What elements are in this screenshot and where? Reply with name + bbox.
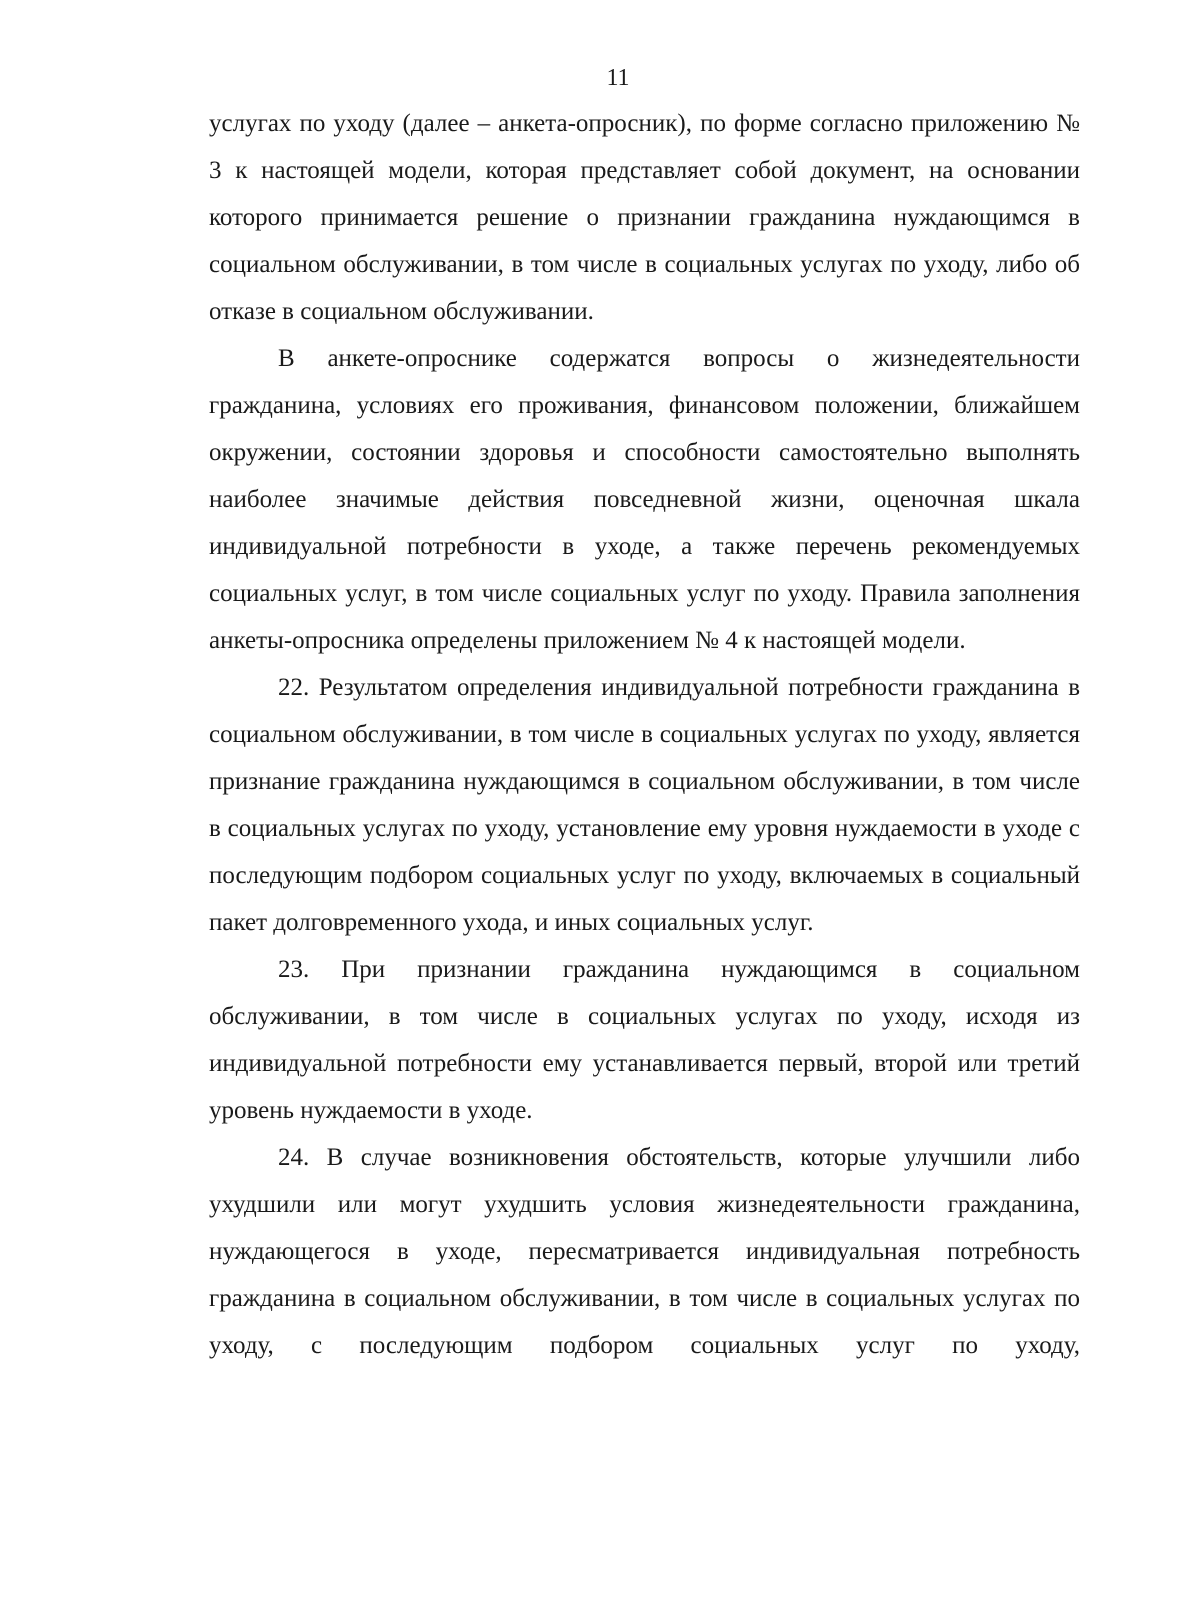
paragraph-24: 24. В случае возникновения обстоятельств, которые улучшили либо ухудшили или могут ухудшить условия жизнедеятельности гражданина, нуждающегося в уходе, пересматривается индивидуальная потребность гражданина в социальном обслуживании, в том числе в социальных услугах по уходу, с последующим подбором социальных услуг по уходу,	[209, 1144, 1080, 1359]
paragraph-questionnaire-content: В анкете-опроснике содержатся вопросы о жизнедеятельности гражданина, условиях его проживания, финансовом положении, ближайшем окружении, состоянии здоровья и способности самостоятельно выполнять наиболее значимые действия повседневной жизни, оценочная шкала индивидуальной потребности в уходе, а также перечень рекомендуемых социальных услуг, в том числе социальных услуг по уходу. Правила заполнения анкеты-опросника определены приложением № 4 к настоящей модели.	[209, 345, 1080, 654]
paragraph-23: 23. При признании гражданина нуждающимся в социальном обслуживании, в том числе в социальных услугах по уходу, исходя из индивидуальной потребности ему устанавливается первый, второй или третий уровень нуждаемости в уходе.	[209, 956, 1080, 1124]
paragraph-continuation: услугах по уходу (далее – анкета-опросник), по форме согласно приложению № 3 к настоящей модели, которая представляет собой документ, на основании которого принимается решение о признании гражданина нуждающимся в социальном обслуживании, в том числе в социальных услугах по уходу, либо об отказе в социальном обслуживании.	[209, 110, 1080, 325]
paragraph-22: 22. Результатом определения индивидуальной потребности гражданина в социальном обслуживании, в том числе в социальных услугах по уходу, является признание гражданина нуждающимся в социальном обслуживании, в том числе в социальных услугах по уходу, установление ему уровня нуждаемости в уходе с последующим подбором социальных услуг по уходу, включаемых в социальный пакет долговременного ухода, и иных социальных услуг.	[209, 674, 1080, 936]
document-body	[209, 100, 1080, 1369]
page-number: 11	[606, 65, 630, 91]
